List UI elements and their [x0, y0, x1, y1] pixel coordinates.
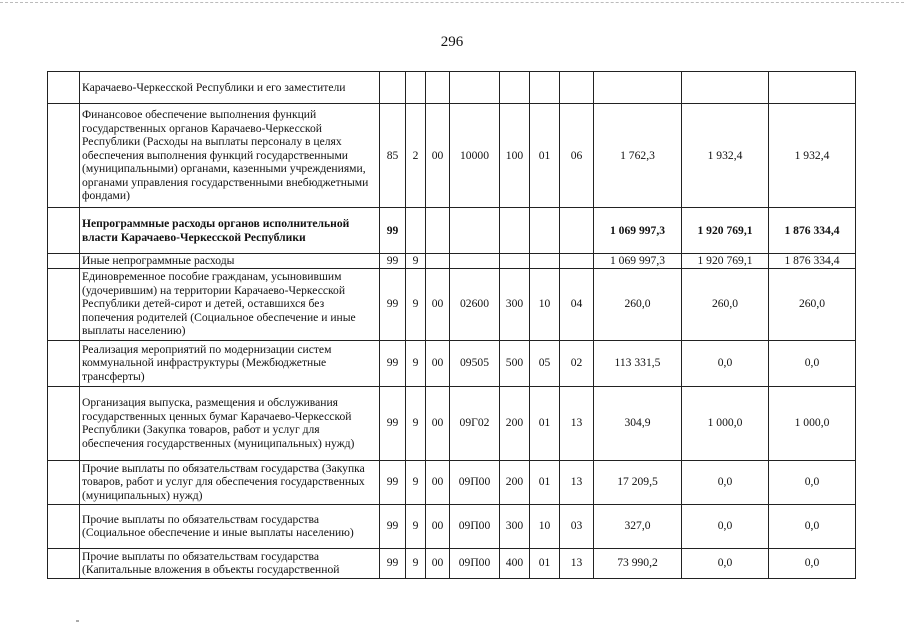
table-row [48, 208, 856, 254]
code-direction-cell: 09П00 [450, 504, 500, 548]
code-section-cell: 01 [530, 460, 560, 504]
code-subprogram-cell [426, 254, 450, 269]
code-expense-type-cell: 100 [500, 104, 530, 208]
row-spacer-cell [48, 268, 80, 340]
code-section-cell: 05 [530, 340, 560, 386]
amount-year2-cell: 0,0 [682, 548, 769, 578]
amount-year3-cell: 1 000,0 [769, 386, 856, 460]
code-section-cell: 01 [530, 104, 560, 208]
code-ministry-cell: 99 [380, 386, 406, 460]
row-name-cell: Организация выпуска, размещения и обслуживания государственных ценных бумаг Карачаево-Черкесской Республики (Закупка товаров, работ и услуг для обеспечения государственных (муниципальных) нужд) [80, 386, 380, 460]
row-spacer-cell [48, 104, 80, 208]
code-direction-cell: 02600 [450, 268, 500, 340]
code-expense-type-cell: 300 [500, 504, 530, 548]
code-program-cell: 9 [406, 460, 426, 504]
row-spacer-cell [48, 504, 80, 548]
row-name-cell: Прочие выплаты по обязательствам государства (Капитальные вложения в объекты государственной [80, 548, 380, 578]
code-subprogram-cell [426, 72, 450, 104]
code-expense-type-cell: 500 [500, 340, 530, 386]
code-ministry-cell: 99 [380, 548, 406, 578]
scan-mark [76, 620, 79, 622]
row-name-cell: Карачаево-Черкесской Республики и его заместители [80, 72, 380, 104]
table-row [48, 254, 856, 269]
amount-year1-cell [594, 72, 682, 104]
table-row [48, 386, 856, 460]
code-subprogram-cell: 00 [426, 504, 450, 548]
code-subsection-cell: 13 [560, 460, 594, 504]
table-row [48, 104, 856, 208]
row-name-cell: Единовременное пособие гражданам, усыновившим (удочерившим) на территории Карачаево-Черкесской Республики детей-сирот и детей, оставшихся без попечения родителей (Социальное обеспечение и иные выплаты населению) [80, 268, 380, 340]
amount-year3-cell: 1 876 334,4 [769, 254, 856, 269]
row-spacer-cell [48, 72, 80, 104]
code-subsection-cell: 06 [560, 104, 594, 208]
code-direction-cell [450, 208, 500, 254]
code-expense-type-cell: 200 [500, 386, 530, 460]
code-ministry-cell: 99 [380, 208, 406, 254]
amount-year2-cell: 0,0 [682, 504, 769, 548]
table-row [48, 504, 856, 548]
code-subprogram-cell [426, 208, 450, 254]
code-ministry-cell [380, 72, 406, 104]
page-number: 296 [440, 34, 464, 50]
code-subprogram-cell: 00 [426, 340, 450, 386]
code-expense-type-cell [500, 208, 530, 254]
row-name-cell: Реализация мероприятий по модернизации систем коммунальной инфраструктуры (Межбюджетные трансферты) [80, 340, 380, 386]
amount-year2-cell [682, 72, 769, 104]
code-ministry-cell: 99 [380, 504, 406, 548]
code-expense-type-cell [500, 254, 530, 269]
top-rule [0, 2, 904, 4]
code-expense-type-cell [500, 72, 530, 104]
code-ministry-cell: 99 [380, 254, 406, 269]
amount-year1-cell: 327,0 [594, 504, 682, 548]
code-subsection-cell: 02 [560, 340, 594, 386]
code-ministry-cell: 99 [380, 460, 406, 504]
amount-year3-cell: 0,0 [769, 340, 856, 386]
code-subsection-cell [560, 208, 594, 254]
code-section-cell: 01 [530, 548, 560, 578]
code-program-cell: 9 [406, 386, 426, 460]
code-section-cell: 10 [530, 504, 560, 548]
amount-year1-cell: 1 762,3 [594, 104, 682, 208]
code-subsection-cell: 13 [560, 386, 594, 460]
row-spacer-cell [48, 386, 80, 460]
code-expense-type-cell: 200 [500, 460, 530, 504]
amount-year3-cell: 0,0 [769, 460, 856, 504]
amount-year2-cell: 1 000,0 [682, 386, 769, 460]
code-subprogram-cell: 00 [426, 268, 450, 340]
code-program-cell [406, 72, 426, 104]
amount-year3-cell: 1 876 334,4 [769, 208, 856, 254]
amount-year1-cell: 17 209,5 [594, 460, 682, 504]
code-expense-type-cell: 300 [500, 268, 530, 340]
code-program-cell [406, 208, 426, 254]
code-section-cell: 10 [530, 268, 560, 340]
amount-year2-cell: 1 920 769,1 [682, 208, 769, 254]
code-expense-type-cell: 400 [500, 548, 530, 578]
code-subprogram-cell: 00 [426, 386, 450, 460]
code-section-cell [530, 72, 560, 104]
code-subprogram-cell: 00 [426, 460, 450, 504]
table-row [48, 72, 856, 104]
amount-year1-cell: 113 331,5 [594, 340, 682, 386]
amount-year1-cell: 73 990,2 [594, 548, 682, 578]
code-direction-cell: 09Г02 [450, 386, 500, 460]
amount-year1-cell: 304,9 [594, 386, 682, 460]
table-row [48, 340, 856, 386]
code-program-cell: 9 [406, 548, 426, 578]
code-ministry-cell: 99 [380, 340, 406, 386]
row-name-cell: Прочие выплаты по обязательствам государства (Закупка товаров, работ и услуг для обеспечения государственных (муниципальных) нужд) [80, 460, 380, 504]
row-spacer-cell [48, 254, 80, 269]
code-direction-cell [450, 254, 500, 269]
code-program-cell: 9 [406, 340, 426, 386]
code-subsection-cell: 04 [560, 268, 594, 340]
code-ministry-cell: 99 [380, 268, 406, 340]
amount-year3-cell: 0,0 [769, 504, 856, 548]
code-section-cell [530, 254, 560, 269]
amount-year3-cell: 1 932,4 [769, 104, 856, 208]
amount-year2-cell: 1 932,4 [682, 104, 769, 208]
code-program-cell: 9 [406, 268, 426, 340]
amount-year2-cell: 0,0 [682, 460, 769, 504]
code-ministry-cell: 85 [380, 104, 406, 208]
code-direction-cell: 09П00 [450, 548, 500, 578]
code-program-cell: 2 [406, 104, 426, 208]
code-subsection-cell: 13 [560, 548, 594, 578]
amount-year1-cell: 1 069 997,3 [594, 254, 682, 269]
table-row [48, 548, 856, 578]
code-subsection-cell [560, 72, 594, 104]
row-spacer-cell [48, 208, 80, 254]
amount-year3-cell: 260,0 [769, 268, 856, 340]
code-program-cell: 9 [406, 254, 426, 269]
code-program-cell: 9 [406, 504, 426, 548]
row-spacer-cell [48, 548, 80, 578]
row-name-cell: Иные непрограммные расходы [80, 254, 380, 269]
row-spacer-cell [48, 460, 80, 504]
code-subprogram-cell: 00 [426, 548, 450, 578]
amount-year1-cell: 1 069 997,3 [594, 208, 682, 254]
code-direction-cell: 09505 [450, 340, 500, 386]
amount-year3-cell [769, 72, 856, 104]
amount-year2-cell: 260,0 [682, 268, 769, 340]
amount-year2-cell: 0,0 [682, 340, 769, 386]
amount-year2-cell: 1 920 769,1 [682, 254, 769, 269]
code-direction-cell: 09П00 [450, 460, 500, 504]
code-subsection-cell [560, 254, 594, 269]
code-subprogram-cell: 00 [426, 104, 450, 208]
amount-year3-cell: 0,0 [769, 548, 856, 578]
row-name-cell: Прочие выплаты по обязательствам государства (Социальное обеспечение и иные выплаты населению) [80, 504, 380, 548]
table-row [48, 268, 856, 340]
row-name-cell: Непрограммные расходы органов исполнительной власти Карачаево-Черкесской Республики [80, 208, 380, 254]
table-row [48, 460, 856, 504]
code-subsection-cell: 03 [560, 504, 594, 548]
budget-table [47, 71, 856, 579]
code-direction-cell: 10000 [450, 104, 500, 208]
row-name-cell: Финансовое обеспечение выполнения функций государственных органов Карачаево-Черкесской Республики (Расходы на выплаты персоналу в целях обеспечения выполнения функций государственными (муниципальными) органами, казенными учреждениями, органами управления государственными внебюджетными фондами) [80, 104, 380, 208]
code-direction-cell [450, 72, 500, 104]
amount-year1-cell: 260,0 [594, 268, 682, 340]
code-section-cell [530, 208, 560, 254]
code-section-cell: 01 [530, 386, 560, 460]
row-spacer-cell [48, 340, 80, 386]
